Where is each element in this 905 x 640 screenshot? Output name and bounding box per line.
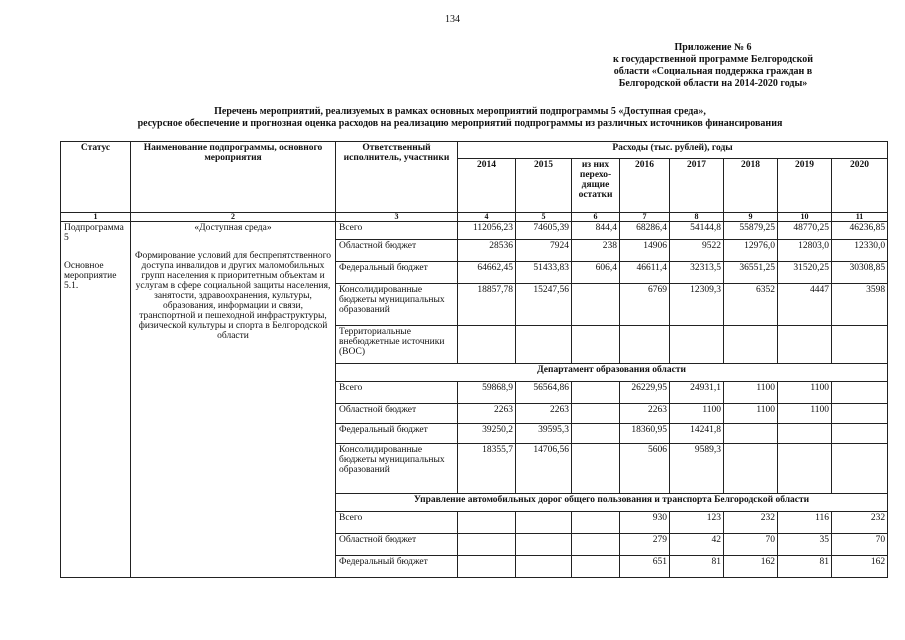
value-cell: 651 xyxy=(620,556,670,578)
value-cell: 1100 xyxy=(778,382,832,404)
value-cell xyxy=(832,424,888,444)
value-cell xyxy=(670,326,724,364)
department-name: Управление автомобильных дорог общего пользования и транспорта Белгородской области xyxy=(336,494,888,512)
header-executor: Ответственный исполнитель, участники xyxy=(336,142,458,213)
header-row xyxy=(61,142,888,159)
value-cell xyxy=(832,326,888,364)
value-cell xyxy=(572,284,620,326)
value-cell: 2263 xyxy=(620,404,670,424)
column-index: 6 xyxy=(572,213,620,222)
column-index: 10 xyxy=(778,213,832,222)
column-index: 11 xyxy=(832,213,888,222)
value-cell: 46611,4 xyxy=(620,262,670,284)
value-cell: 15247,56 xyxy=(516,284,572,326)
value-cell: 162 xyxy=(832,556,888,578)
source-label: Территориальные внебюджетные источники (ВОС) xyxy=(336,326,458,364)
value-cell xyxy=(572,404,620,424)
value-cell: 28536 xyxy=(458,240,516,262)
value-cell: 930 xyxy=(620,512,670,534)
appendix-header xyxy=(583,42,843,90)
value-cell: 81 xyxy=(778,556,832,578)
header-year: 2018 xyxy=(724,159,778,213)
source-label: Консолидированные бюджеты муниципальных образований xyxy=(336,444,458,494)
value-cell: 6352 xyxy=(724,284,778,326)
value-cell: 74605,39 xyxy=(516,222,572,240)
value-cell xyxy=(516,534,572,556)
source-label: Всего xyxy=(336,382,458,404)
value-cell: 238 xyxy=(572,240,620,262)
header-year: 2020 xyxy=(832,159,888,213)
value-cell xyxy=(778,444,832,494)
source-label: Федеральный бюджет xyxy=(336,424,458,444)
expenses-table xyxy=(60,141,888,578)
value-cell xyxy=(620,326,670,364)
column-index: 3 xyxy=(336,213,458,222)
header-status: Статус xyxy=(61,142,131,213)
value-cell: 12309,3 xyxy=(670,284,724,326)
header-year: 2019 xyxy=(778,159,832,213)
value-cell xyxy=(724,326,778,364)
appendix-line: области «Социальная поддержка граждан в xyxy=(613,66,813,77)
value-cell: 112056,23 xyxy=(458,222,516,240)
value-cell xyxy=(832,444,888,494)
column-index: 5 xyxy=(516,213,572,222)
value-cell: 32313,5 xyxy=(670,262,724,284)
value-cell xyxy=(832,404,888,424)
value-cell xyxy=(724,424,778,444)
value-cell xyxy=(572,382,620,404)
value-cell: 54144,8 xyxy=(670,222,724,240)
value-cell: 18857,78 xyxy=(458,284,516,326)
value-cell: 1100 xyxy=(670,404,724,424)
header-name: Наименование подпрограммы, основного мероприятия xyxy=(131,142,336,213)
value-cell: 31520,25 xyxy=(778,262,832,284)
appendix-line: Белгородской области на 2014-2020 годы» xyxy=(618,78,808,89)
value-cell: 606,4 xyxy=(572,262,620,284)
value-cell xyxy=(458,326,516,364)
value-cell: 48770,25 xyxy=(778,222,832,240)
value-cell xyxy=(516,512,572,534)
header-year: 2014 xyxy=(458,159,516,213)
header-carryover: из них перехо- дящие остатки xyxy=(572,159,620,213)
column-index: 4 xyxy=(458,213,516,222)
header-year: 2015 xyxy=(516,159,572,213)
value-cell: 1100 xyxy=(778,404,832,424)
status-subprogram: Подпрограмма 5 xyxy=(64,223,124,243)
value-cell: 70 xyxy=(724,534,778,556)
value-cell: 116 xyxy=(778,512,832,534)
value-cell: 12330,0 xyxy=(832,240,888,262)
header-expenses: Расходы (тыс. рублей), годы xyxy=(458,142,888,159)
value-cell: 2263 xyxy=(458,404,516,424)
column-index: 1 xyxy=(61,213,131,222)
value-cell: 12976,0 xyxy=(724,240,778,262)
value-cell: 51433,83 xyxy=(516,262,572,284)
column-index-row xyxy=(61,213,888,222)
value-cell: 14906 xyxy=(620,240,670,262)
value-cell: 59868,9 xyxy=(458,382,516,404)
value-cell: 18355,7 xyxy=(458,444,516,494)
main-event-name: Формирование условий для беспрепятственного доступа инвалидов и других маломобильных групп населения к приоритетным объектам и услугам в сфере социальной защиты населения, занятости, здравоохранения, культуры, образования, информации и связи, транспортной и пешеходной инфраструктуры, физической культуры и спорта в Белгородской области xyxy=(134,251,332,341)
source-label: Консолидированные бюджеты муниципальных образований xyxy=(336,284,458,326)
value-cell: 35 xyxy=(778,534,832,556)
value-cell: 6769 xyxy=(620,284,670,326)
column-index: 9 xyxy=(724,213,778,222)
value-cell xyxy=(572,326,620,364)
title-line: ресурсное обеспечение и прогнозная оценка расходов на реализацию мероприятий подпрограммы из различных источников финансирования xyxy=(137,118,783,129)
value-cell: 42 xyxy=(670,534,724,556)
value-cell xyxy=(778,326,832,364)
value-cell xyxy=(516,556,572,578)
value-cell: 68286,4 xyxy=(620,222,670,240)
title-line: Перечень мероприятий, реализуемых в рамках основных мероприятий подпрограммы 5 «Доступная среда», xyxy=(214,106,706,117)
value-cell: 26229,95 xyxy=(620,382,670,404)
value-cell: 56564,86 xyxy=(516,382,572,404)
source-label: Всего xyxy=(336,222,458,240)
value-cell xyxy=(458,534,516,556)
value-cell xyxy=(724,444,778,494)
header-year: 2016 xyxy=(620,159,670,213)
value-cell xyxy=(516,326,572,364)
value-cell: 162 xyxy=(724,556,778,578)
value-cell: 279 xyxy=(620,534,670,556)
value-cell: 5606 xyxy=(620,444,670,494)
value-cell: 12803,0 xyxy=(778,240,832,262)
status-cell xyxy=(61,222,131,578)
column-index: 7 xyxy=(620,213,670,222)
department-name: Департамент образования области xyxy=(336,364,888,382)
value-cell: 4447 xyxy=(778,284,832,326)
value-cell xyxy=(832,382,888,404)
source-label: Областной бюджет xyxy=(336,534,458,556)
value-cell: 3598 xyxy=(832,284,888,326)
source-label: Федеральный бюджет xyxy=(336,262,458,284)
value-cell: 232 xyxy=(724,512,778,534)
value-cell: 46236,85 xyxy=(832,222,888,240)
source-label: Федеральный бюджет xyxy=(336,556,458,578)
value-cell: 14241,8 xyxy=(670,424,724,444)
page-number: 134 xyxy=(445,14,460,25)
value-cell: 1100 xyxy=(724,404,778,424)
column-index: 2 xyxy=(131,213,336,222)
value-cell xyxy=(572,556,620,578)
value-cell xyxy=(458,556,516,578)
column-index: 8 xyxy=(670,213,724,222)
appendix-line: к государственной программе Белгородской xyxy=(613,54,813,65)
value-cell: 64662,45 xyxy=(458,262,516,284)
value-cell: 55879,25 xyxy=(724,222,778,240)
value-cell: 2263 xyxy=(516,404,572,424)
value-cell: 81 xyxy=(670,556,724,578)
subprogram-name: «Доступная среда» xyxy=(194,223,272,233)
value-cell: 123 xyxy=(670,512,724,534)
document-title xyxy=(40,106,880,130)
value-cell: 30308,85 xyxy=(832,262,888,284)
value-cell: 9522 xyxy=(670,240,724,262)
value-cell: 39595,3 xyxy=(516,424,572,444)
value-cell: 36551,25 xyxy=(724,262,778,284)
value-cell: 232 xyxy=(832,512,888,534)
source-label: Областной бюджет xyxy=(336,240,458,262)
value-cell: 844,4 xyxy=(572,222,620,240)
spacer xyxy=(64,243,127,261)
value-cell: 7924 xyxy=(516,240,572,262)
value-cell xyxy=(572,512,620,534)
value-cell xyxy=(458,512,516,534)
value-cell: 24931,1 xyxy=(670,382,724,404)
value-cell: 39250,2 xyxy=(458,424,516,444)
value-cell: 9589,3 xyxy=(670,444,724,494)
table-row xyxy=(61,222,888,240)
status-main-event: Основное мероприятие 5.1. xyxy=(64,261,117,291)
spacer xyxy=(134,233,332,251)
name-cell xyxy=(131,222,336,578)
value-cell xyxy=(572,534,620,556)
source-label: Всего xyxy=(336,512,458,534)
source-label: Областной бюджет xyxy=(336,404,458,424)
value-cell xyxy=(572,424,620,444)
value-cell: 14706,56 xyxy=(516,444,572,494)
appendix-line: Приложение № 6 xyxy=(674,42,752,53)
value-cell: 1100 xyxy=(724,382,778,404)
value-cell: 70 xyxy=(832,534,888,556)
header-year: 2017 xyxy=(670,159,724,213)
value-cell: 18360,95 xyxy=(620,424,670,444)
value-cell xyxy=(572,444,620,494)
value-cell xyxy=(778,424,832,444)
